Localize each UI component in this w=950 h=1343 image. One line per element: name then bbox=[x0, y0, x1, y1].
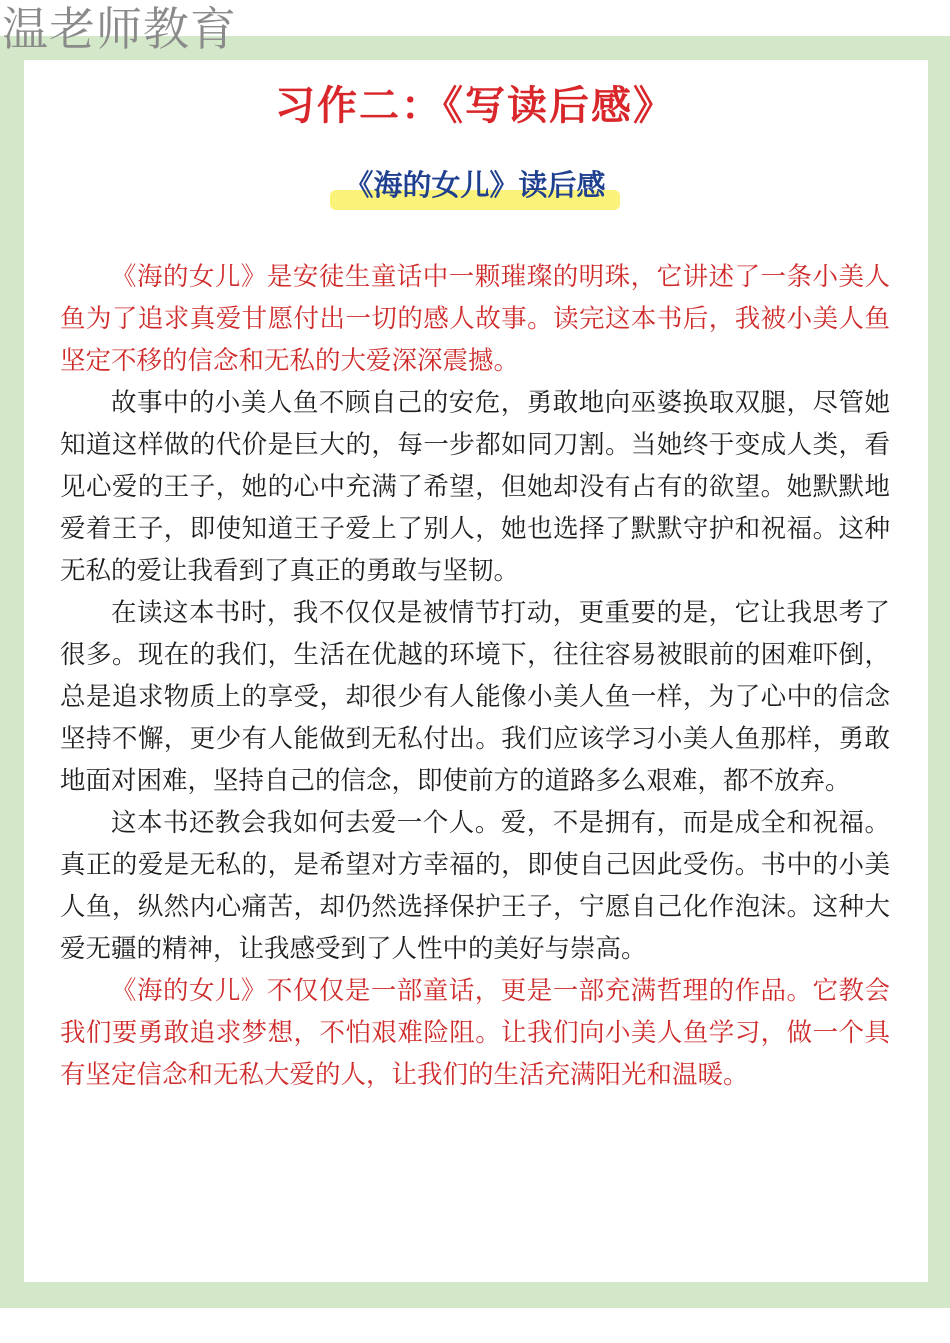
watermark-text: 温老师教育 bbox=[2, 2, 237, 56]
essay-body bbox=[60, 256, 890, 1096]
essay-subtitle bbox=[330, 160, 619, 210]
paragraph-reflection: 在读这本书时，我不仅仅是被情节打动，更重要的是，它让我思考了很多。现在的我们，生活在优越的环境下，往往容易被眼前的困难吓倒，总是追求物质上的享受，却很少有人能像小美人鱼一样，为了心中的信念坚持不懈，更少有人能做到无私付出。我们应该学习小美人鱼那样，勇敢地面对困难，坚持自己的信念，即使前方的道路多么艰难，都不放弃。 bbox=[60, 598, 890, 796]
page-title: 习作二：《写读后感》 bbox=[275, 83, 675, 129]
paragraph-conclusion: 《海的女儿》不仅仅是一部童话，更是一部充满哲理的作品。它教会我们要勇敢追求梦想，不怕艰难险阻。让我们向小美人鱼学习，做一个具有坚定信念和无私大爱的人，让我们的生活充满阳光和温暖。 bbox=[60, 976, 890, 1090]
paragraph-love: 这本书还教会我如何去爱一个人。爱，不是拥有，而是成全和祝福。真正的爱是无私的，是希望对方幸福的，即使自己因此受伤。书中的小美人鱼，纵然内心痛苦，却仍然选择保护王子，宁愿自己化作泡沫。这种大爱无疆的精神，让我感受到了人性中的美好与崇高。 bbox=[60, 808, 890, 964]
paragraph-story: 故事中的小美人鱼不顾自己的安危，勇敢地向巫婆换取双腿，尽管她知道这样做的代价是巨大的，每一步都如同刀割。当她终于变成人类，看见心爱的王子，她的心中充满了希望，但她却没有占有的欲望。她默默地爱着王子，即使知道王子爱上了别人，她也选择了默默守护和祝福。这种无私的爱让我看到了真正的勇敢与坚韧。 bbox=[60, 388, 890, 586]
subtitle-text: 《海的女儿》读后感 bbox=[344, 168, 606, 202]
subtitle-container bbox=[0, 160, 950, 210]
paragraph-intro: 《海的女儿》是安徒生童话中一颗璀璨的明珠，它讲述了一条小美人鱼为了追求真爱甘愿付出一切的感人故事。读完这本书后，我被小美人鱼坚定不移的信念和无私的大爱深深震撼。 bbox=[60, 262, 890, 376]
